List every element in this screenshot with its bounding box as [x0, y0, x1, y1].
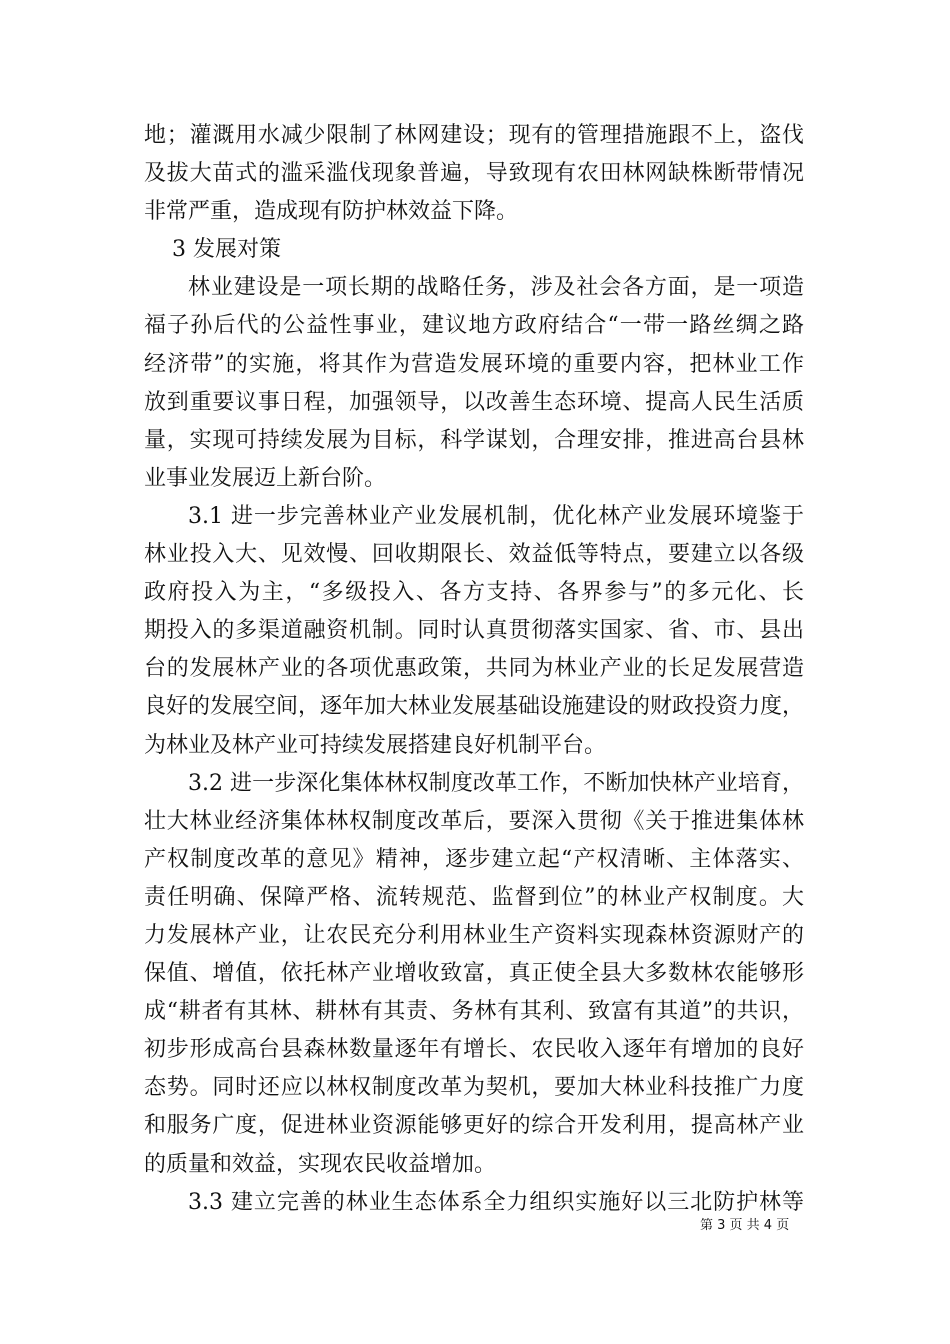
text-line-1: 地；灌溉用水减少限制了林网建设；现有的管理措施跟不上，盗伐 [144, 123, 804, 148]
text-line-12: 林业投入大、见效慢、回收期限长、效益低等特点，要建立以各级 [144, 542, 804, 568]
text-line-23: 保值、增值，依托林产业增收致富，真正使全县大多数林农能够形 [144, 961, 804, 987]
text-line-6: 福子孙后代的公益性事业，建议地方政府结合“一带一路丝绸之路 [144, 313, 804, 339]
text-line-22: 力发展林产业，让农民充分利用林业生产资料实现森林资源财产的 [144, 922, 804, 948]
section-heading-3: 3 发展对策 [172, 237, 281, 263]
document-body [144, 117, 804, 1222]
subsection-heading-3-1: 3.1 进一步完善林业产业发展机制，优化林产业发展环境鉴于 [188, 503, 804, 529]
text-line-10: 业事业发展迈上新台阶。 [144, 465, 387, 491]
text-line-25: 初步形成高台县森林数量逐年有增长、农民收入逐年有增加的良好 [144, 1037, 804, 1063]
subsection-heading-3-3: 3.3 建立完善的林业生态体系全力组织实施好以三北防护林等 [188, 1189, 804, 1215]
text-line-7: 经济带”的实施，将其作为营造发展环境的重要内容，把林业工作 [144, 351, 804, 377]
text-line-5: 林业建设是一项长期的战略任务，涉及社会各方面，是一项造 [188, 275, 804, 301]
text-line-8: 放到重要议事日程，加强领导，以改善生态环境、提高人民生活质 [144, 389, 804, 415]
text-line-14: 期投入的多渠道融资机制。同时认真贯彻落实国家、省、市、县出 [144, 618, 804, 644]
text-line-24: 成“耕者有其林、耕林有其责、务林有其利、致富有其道”的共识， [144, 999, 804, 1025]
text-line-27: 和服务广度，促进林业资源能够更好的综合开发利用，提高林产业 [144, 1113, 804, 1139]
text-line-21: 责任明确、保障严格、流转规范、监督到位”的林业产权制度。大 [144, 884, 804, 910]
text-line-17: 为林业及林产业可持续发展搭建良好机制平台。 [144, 732, 607, 758]
text-line-20: 产权制度改革的意见》精神，逐步建立起“产权清晰、主体落实、 [144, 846, 804, 872]
text-line-16: 良好的发展空间，逐年加大林业发展基础设施建设的财政投资力度， [144, 694, 805, 720]
text-line-3: 非常严重，造成现有防护林效益下降。 [144, 199, 519, 225]
text-line-26: 态势。同时还应以林权制度改革为契机，要加大林业科技推广力度 [144, 1075, 804, 1101]
text-line-15: 台的发展林产业的各项优惠政策，共同为林业产业的长足发展营造 [144, 656, 804, 682]
text-line-28: 的质量和效益，实现农民收益增加。 [144, 1151, 497, 1177]
text-line-2: 及拔大苗式的滥采滥伐现象普遍，导致现有农田林网缺株断带情况 [144, 161, 804, 187]
subsection-heading-3-2: 3.2 进一步深化集体林权制度改革工作，不断加快林产业培育， [188, 770, 804, 796]
text-line-19: 壮大林业经济集体林权制度改革后，要深入贯彻《关于推进集体林 [144, 808, 804, 834]
text-line-9: 量，实现可持续发展为目标，科学谋划，合理安排，推进高台县林 [144, 427, 804, 453]
text-line-13: 政府投入为主，“多级投入、各方支持、各界参与”的多元化、长 [144, 580, 804, 606]
page-number-footer: 第 3 页 共 4 页 [700, 1218, 790, 1233]
